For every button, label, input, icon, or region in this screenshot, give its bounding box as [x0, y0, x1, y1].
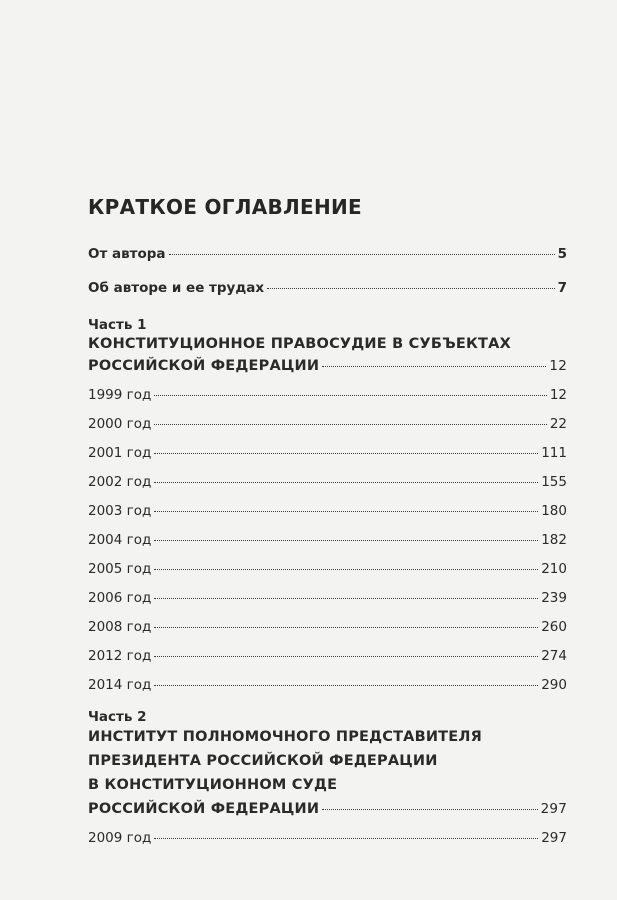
entry-label: 2005 год — [88, 561, 152, 577]
toc-entry-year[interactable] — [88, 647, 567, 665]
dot-leader — [154, 569, 538, 570]
toc-entry-about-author[interactable] — [88, 279, 567, 297]
entry-label: 2004 год — [88, 532, 152, 548]
entry-page: 111 — [541, 445, 567, 461]
entry-page: 239 — [541, 590, 567, 606]
entry-label: 1999 год — [88, 387, 152, 403]
entry-page: 155 — [541, 474, 567, 490]
toc-entry-from-author[interactable] — [88, 245, 567, 263]
entry-label: 2014 год — [88, 677, 152, 693]
entry-page: 7 — [557, 280, 567, 296]
dot-leader — [154, 395, 546, 396]
entry-label: 2009 год — [88, 830, 152, 846]
entry-page: 297 — [541, 830, 567, 846]
entry-page: 22 — [549, 416, 567, 432]
dot-leader — [154, 656, 538, 657]
dot-leader — [154, 511, 538, 512]
entry-label: 2000 год — [88, 416, 152, 432]
toc-entry-part1-title[interactable] — [88, 357, 567, 375]
entry-page: 5 — [557, 246, 567, 262]
entry-page: 274 — [541, 648, 567, 664]
entry-page: 210 — [541, 561, 567, 577]
entry-page: 290 — [541, 677, 567, 693]
part1-title-line1: КОНСТИТУЦИОННОЕ ПРАВОСУДИЕ В СУБЪЕКТАХ — [88, 336, 511, 352]
toc-entry-year[interactable] — [88, 415, 567, 433]
dot-leader — [169, 254, 555, 255]
dot-leader — [154, 838, 538, 839]
toc-entry-year[interactable] — [88, 473, 567, 491]
entry-label: РОССИЙСКОЙ ФЕДЕРАЦИИ — [88, 358, 320, 374]
entry-label: Об авторе и ее трудах — [88, 280, 265, 296]
toc-entry-year[interactable] — [88, 444, 567, 462]
part2-title-line1: ИНСТИТУТ ПОЛНОМОЧНОГО ПРЕДСТАВИТЕЛЯ — [88, 729, 482, 745]
dot-leader — [154, 424, 546, 425]
entry-label: 2012 год — [88, 648, 152, 664]
entry-label: 2002 год — [88, 474, 152, 490]
dot-leader — [322, 809, 537, 810]
toc-heading: КРАТКОЕ ОГЛАВЛЕНИЕ — [88, 195, 362, 219]
entry-label: 2003 год — [88, 503, 152, 519]
dot-leader — [154, 482, 538, 483]
entry-page: 12 — [549, 387, 567, 403]
part2-title-line3: В КОНСТИТУЦИОННОМ СУДЕ — [88, 777, 338, 793]
part2-title-line2: ПРЕЗИДЕНТА РОССИЙСКОЙ ФЕДЕРАЦИИ — [88, 753, 438, 769]
dot-leader — [267, 288, 555, 289]
toc-entry-year[interactable] — [88, 560, 567, 578]
entry-page: 297 — [540, 801, 567, 817]
entry-page: 12 — [549, 358, 567, 374]
toc-entry-year[interactable] — [88, 618, 567, 636]
entry-page: 182 — [541, 532, 567, 548]
entry-label: От автора — [88, 246, 166, 262]
toc-entry-year[interactable] — [88, 502, 567, 520]
dot-leader — [154, 627, 538, 628]
entry-page: 180 — [541, 503, 567, 519]
toc-entry-part2-title[interactable] — [88, 800, 567, 818]
toc-entry-year[interactable] — [88, 676, 567, 694]
entry-page: 260 — [541, 619, 567, 635]
dot-leader — [322, 366, 546, 367]
dot-leader — [154, 685, 538, 686]
toc-entry-year[interactable] — [88, 589, 567, 607]
toc-entry-year[interactable] — [88, 531, 567, 549]
part1-label: Часть 1 — [88, 317, 147, 333]
toc-entry-year[interactable] — [88, 386, 567, 404]
entry-label: РОССИЙСКОЙ ФЕДЕРАЦИИ — [88, 801, 320, 817]
entry-label: 2006 год — [88, 590, 152, 606]
entry-label: 2008 год — [88, 619, 152, 635]
dot-leader — [154, 598, 538, 599]
dot-leader — [154, 453, 538, 454]
entry-label: 2001 год — [88, 445, 152, 461]
part2-label: Часть 2 — [88, 709, 147, 725]
toc-entry-year[interactable] — [88, 829, 567, 847]
dot-leader — [154, 540, 538, 541]
